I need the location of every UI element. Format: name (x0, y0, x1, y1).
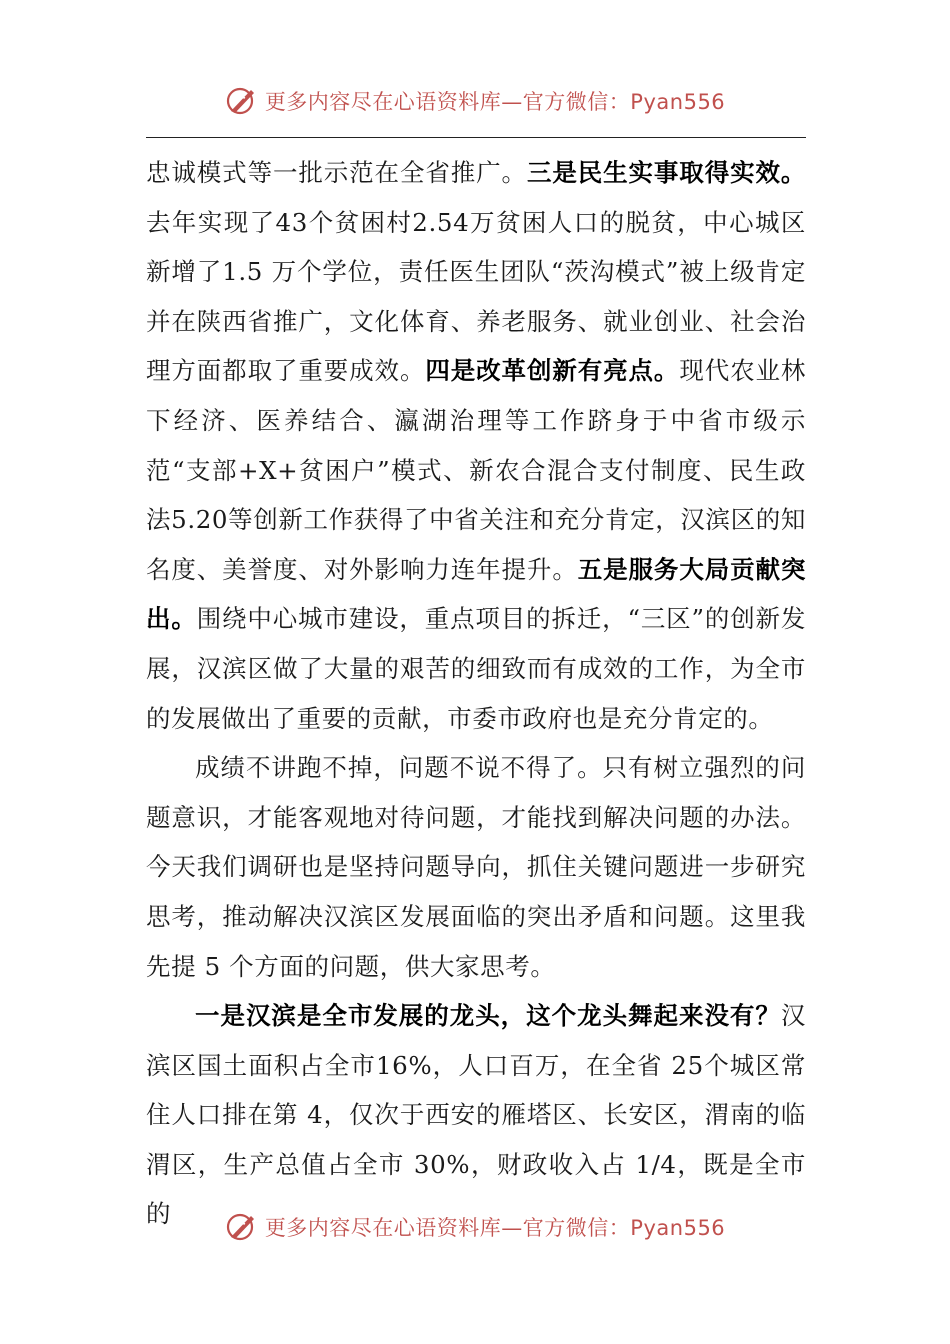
body-paragraph (146, 148, 806, 743)
header-watermark (0, 84, 950, 118)
bold-heading-run: 四是改革创新有亮点。 (425, 356, 680, 386)
pen-logo-icon (225, 1210, 259, 1244)
watermark-text: 更多内容尽在心语资料库—官方微信：Pyan556 (264, 90, 726, 114)
text-run: 忠诚模式等一批示范在全省推广。 (146, 158, 527, 187)
watermark-text: 更多内容尽在心语资料库—官方微信：Pyan556 (264, 1216, 726, 1240)
text-run: 成绩不讲跑不掉，问题不说不得了。只有树立强烈的问题意识，才能客观地对待问题，才能找到解决问题的办法。今天我们调研也是坚持问题导向，抓住关键问题进一步研究思考，推动解决汉滨区发展面临的突出矛盾和问题。这里我先提 5 个方面的问题，供大家思考。 (146, 753, 806, 981)
footer-watermark (0, 1210, 950, 1244)
header-divider (146, 137, 806, 138)
body-paragraph (146, 991, 806, 1239)
pen-logo-icon (225, 84, 259, 118)
text-run: 去年实现了43个贫困村2.54万贫困人口的脱贫，中心城区新增了1.5 万个学位，责任医生团队“茨沟模式”被上级肯定并在陕西省推广，文化体育、养老服务、就业创业、社会治理方面都取了重要成效。 (146, 207, 806, 386)
document-body (146, 148, 806, 1239)
bold-heading-run: 五是服务大局贡献突出。 (146, 554, 806, 634)
bold-heading-run: 一是汉滨是全市发展的龙头，这个龙头舞起来没有？ (195, 1001, 781, 1031)
text-run: 汉滨区国土面积占全市16%，人口百万，在全省 25个城区常住人口排在第 4，仅次于西安的雁塔区、长安区，渭南的临渭区，生产总值占全市 30%，财政收入占 1/4，既是全市的 (146, 1001, 806, 1229)
body-paragraph (146, 743, 806, 991)
bold-heading-run: 三是民生实事取得实效。 (526, 158, 806, 187)
text-run: 围绕中心城市建设，重点项目的拆迁，“三区”的创新发展，汉滨区做了大量的艰苦的细致而有成效的工作，为全市的发展做出了重要的贡献，市委市政府也是充分肯定的。 (146, 604, 806, 733)
text-run: 现代农业林下经济、医养结合、瀛湖治理等工作跻身于中省市级示范“支部+X+贫困户”模式、新农合混合支付制度、民生政法5.20等创新工作获得了中省关注和充分肯定，汉滨区的知名度、美誉度、对外影响力连年提升。 (146, 356, 807, 584)
